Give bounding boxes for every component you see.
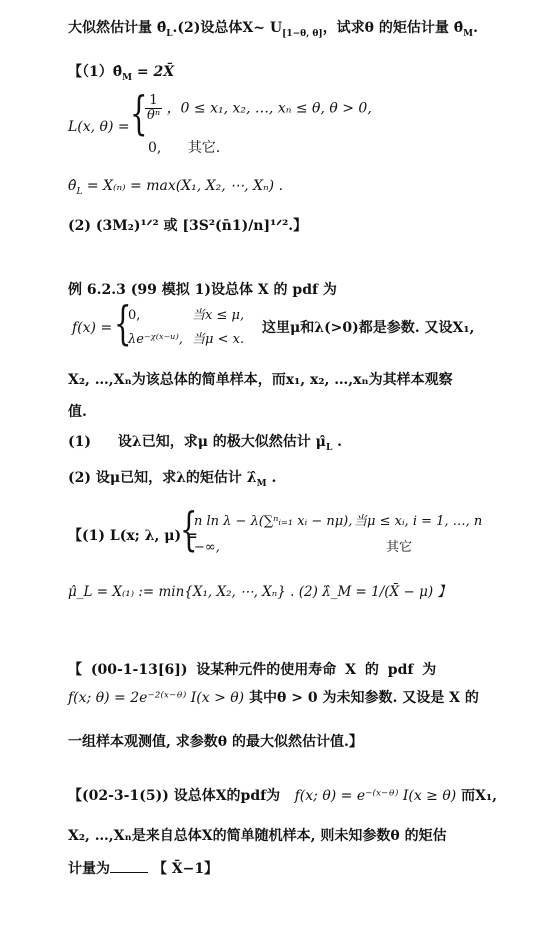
intro-line — [68, 18, 478, 44]
sub: [1−θ, θ] — [282, 28, 323, 39]
text: 其中θ > 0 为未知参数. 又设是 X 的 — [244, 690, 479, 706]
condition: 其它 — [386, 540, 413, 555]
value: λe⁻ᵡ⁽ˣ⁻ᵘ⁾, — [128, 332, 183, 347]
mle-line — [68, 176, 283, 202]
numerator: 1 — [145, 94, 162, 109]
left-brace: { — [130, 86, 148, 140]
text: .(2)设总体X~ U — [172, 20, 283, 36]
value: 0, — [148, 140, 162, 156]
answer-blank — [110, 858, 148, 873]
answer-2-case-2 — [194, 538, 412, 558]
answer-2-lhs: 【(1) L(x; λ, μ) = — [68, 528, 198, 544]
text: = 2X̄ — [132, 64, 175, 80]
question-4-line-2: X₂, …,Xₙ是来自总体X的简单随机样本, 则未知参数θ 的矩估 — [68, 828, 447, 844]
sub: L — [76, 186, 83, 197]
text: (2) 设μ已知，求λ的矩估计 λ̂ — [68, 470, 257, 486]
answer-1-header — [68, 62, 174, 88]
formula: f(x; θ) = e⁻⁽ˣ⁻ᶿ⁾ I(x ≥ θ) — [294, 788, 457, 804]
condition: 当x ≤ μ, — [192, 308, 245, 323]
text: θ̂ — [68, 178, 77, 194]
likelihood-case-1 — [145, 94, 372, 123]
question-4-line-3 — [68, 858, 218, 879]
example-line-2: X₂, …,Xₙ为该总体的简单样本，而x₁, x₂, …,xₙ为其样本观察 — [68, 372, 453, 388]
text: 【（1）θ̂ — [68, 64, 123, 80]
question-3-line-3: 一组样本观测值, 求参数θ 的最大似然估计值.】 — [68, 734, 363, 750]
question-3-line-1: 【 (00-1-13[6]) 设某种元件的使用寿命 X 的 pdf 为 — [68, 662, 437, 678]
value: 0, — [128, 308, 141, 323]
condition: ，0 ≤ x₁, x₂, …, xₙ ≤ θ, θ > 0, — [166, 100, 372, 117]
fraction — [145, 94, 162, 123]
sub: M — [256, 478, 267, 489]
left-brace: { — [180, 502, 198, 556]
formula: f(x; θ) = 2e⁻²⁽ˣ⁻ᶿ⁾ I(x > θ) — [68, 690, 245, 706]
value: −∞, — [194, 540, 220, 555]
sub: M — [122, 72, 133, 83]
answer-2-case-1 — [194, 512, 482, 532]
text: . — [332, 434, 343, 450]
condition: 当μ < x. — [192, 332, 245, 347]
left-brace: { — [114, 296, 132, 350]
sub: M — [463, 28, 474, 39]
text: 【(02-3-1(5)) 设总体X的pdf为 — [68, 788, 281, 804]
example-line-3: 值. — [68, 404, 87, 420]
text: = X₍ₙ₎ = max(X₁, X₂, ⋯, Xₙ) . — [82, 178, 284, 194]
text: 设λ已知，求μ 的极大似然估计 μ̂ — [117, 434, 326, 450]
question-3-line-2 — [68, 688, 479, 708]
pdf-case-2 — [128, 330, 244, 350]
value: n ln λ − λ(∑ⁿᵢ₌₁ xᵢ − nμ), — [194, 514, 353, 529]
text: . — [266, 470, 277, 486]
question-4-line-1 — [68, 786, 497, 806]
answer-1-part2: (2) (3M₂)¹ᐟ² 或 [3S²(n̄1)/n]¹ᐟ².】 — [68, 218, 308, 234]
likelihood-case-2 — [148, 138, 220, 158]
sub: L — [325, 442, 333, 453]
question-1 — [68, 432, 342, 458]
likelihood-lhs: L(x, θ) = — [68, 119, 130, 135]
number: (1) — [68, 434, 91, 450]
pdf-lhs: f(x) = — [72, 320, 113, 336]
condition: 当μ ≤ xᵢ, i = 1, …, n — [354, 514, 483, 529]
example-title: 例 6.2.3 (99 模拟 1)设总体 X 的 pdf 为 — [68, 282, 337, 298]
question-2 — [68, 468, 276, 494]
denominator: θⁿ — [147, 108, 161, 123]
text: 而X₁, — [456, 788, 497, 804]
condition: 其它. — [187, 140, 221, 156]
text: 【 X̄−1】 — [152, 861, 219, 877]
example-tail: 这里μ和λ(>0)都是参数. 又设X₁, — [262, 320, 475, 336]
text: . — [473, 20, 478, 36]
answer-2-line: μ̂_L = X₍₁₎ := min{X₁, X₂, ⋯, Xₙ} . (2) λ̂_M = 1/(X̄ − μ) 】 — [68, 584, 451, 600]
sub: L — [166, 28, 173, 39]
text: ，试求θ 的矩估计量 θ̂ — [322, 20, 464, 36]
pdf-case-1 — [128, 306, 244, 326]
text: 大似然估计量 θ̂ — [68, 20, 167, 36]
text: 计量为 — [68, 861, 110, 877]
